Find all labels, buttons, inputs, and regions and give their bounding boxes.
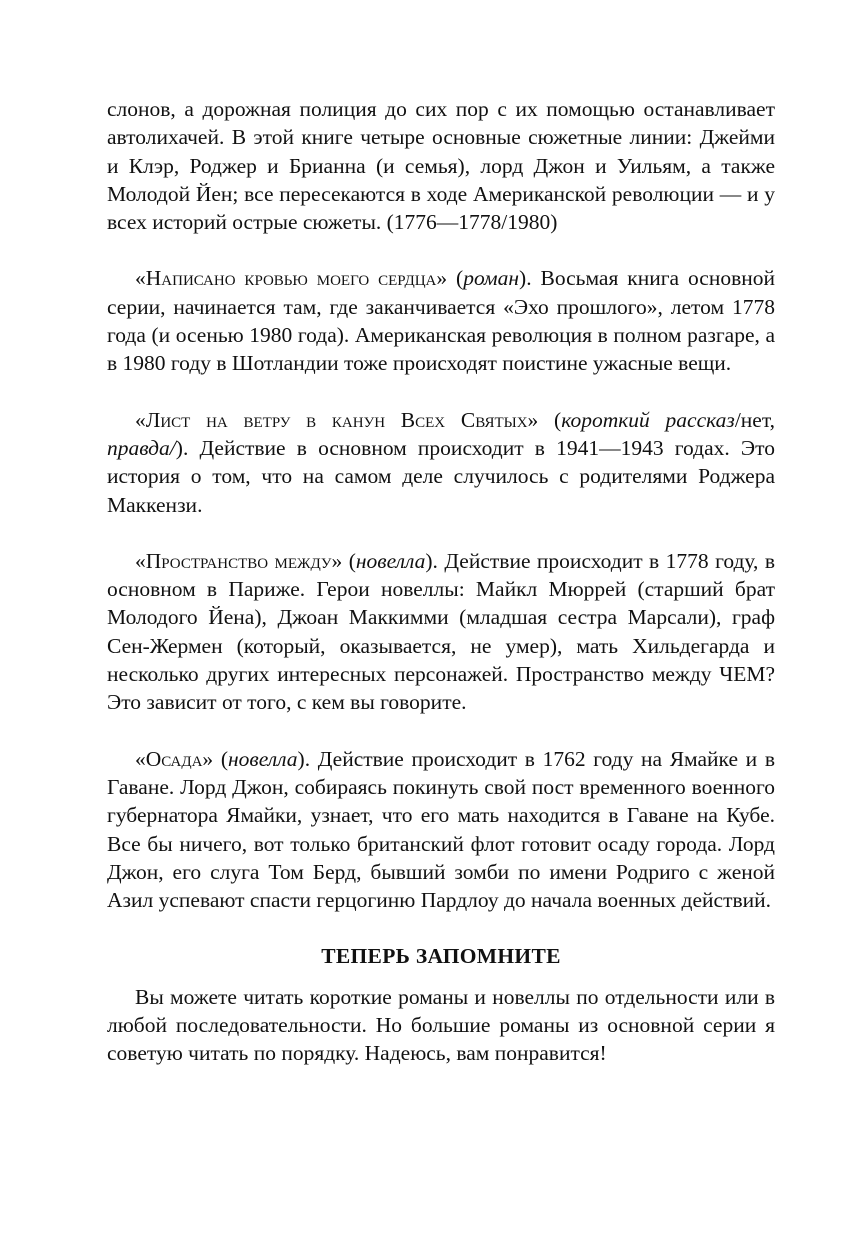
book-type: новелла — [228, 746, 298, 771]
paragraph-continuation — [107, 95, 775, 236]
type-mid: /нет, — [734, 407, 775, 432]
type-close: ). — [175, 435, 200, 460]
paragraph-text: Действие в основном происходит в 1941—1943 годах. Это история о том, что на самом деле случилось с родителями Роджера Маккензи. — [107, 435, 775, 517]
type-open: ( — [447, 266, 464, 291]
book-title: «Пространство между» — [135, 548, 343, 573]
book-type: роман — [463, 266, 520, 291]
section-heading: ТЕПЕРЬ ЗАПОМНИТЕ — [321, 944, 561, 969]
type-close: ). — [519, 266, 541, 291]
book-type-alt: правда/ — [107, 435, 176, 460]
paragraph-besieged — [107, 745, 775, 915]
paragraph-text: слонов, а дорожная полиция до сих пор с их помощью останавливает автолихачей. В этой книге четыре основные сюжетные линии: Джейми и Клэр, Роджер и Брианна (и семья), лорд Джон и Уильям, а также Молодой Йен; все пересекаются в ходе Американской революции — и у всех историй острые сюжеты. (1776—1778/1980) — [107, 97, 775, 235]
paragraph-text: Вы можете читать короткие романы и новеллы по отдельности или в любой последовательности. Но большие романы из основной серии я советую читать по порядку. Надеюсь, вам понравится! — [107, 984, 775, 1066]
type-open: ( — [342, 548, 356, 573]
book-title: «Лист на ветру в канун Всех Святых» — [135, 407, 539, 432]
paragraph-leaf-on-the-wind — [107, 406, 775, 519]
type-open: ( — [213, 746, 228, 771]
paragraph-written-in-my-own-hearts-blood — [107, 264, 775, 377]
book-page — [107, 95, 775, 1068]
book-type: короткий рассказ — [561, 407, 735, 432]
book-title: «Осада» — [135, 746, 214, 771]
type-close: ). — [297, 746, 318, 771]
paragraph-space-between — [107, 547, 775, 717]
paragraph-text: Действие происходит в 1778 году, в основном в Париже. Герои новеллы: Майкл Мюррей (старший брат Молодого Йена), Джоан Маккимми (младшая сестра Марсали), граф Сен-Жермен (который, оказывается, не умер), мать Хильдегарда и несколько других интересных персонажей. Пространство между ЧЕМ? Это зависит от того, с кем вы говорите. — [107, 548, 775, 715]
book-title: «Написано кровью моего сердца» — [135, 266, 448, 291]
type-close: ). — [425, 548, 445, 573]
paragraph-closing — [107, 983, 775, 1068]
paragraph-text: Действие происходит в 1762 году на Ямайке и в Гаване. Лорд Джон, собираясь покинуть свой пост временного военного губернатора Ямайки, узнает, что его мать находится в Гаване на Кубе. Все бы ничего, вот только британский флот готовит осаду города. Лорд Джон, его слуга Том Берд, бывший зомби по имени Родриго с женой Азил успевают спасти герцогиню Пардлоу до начала военных действий. — [107, 746, 775, 913]
book-type: новелла — [355, 548, 426, 573]
type-open: ( — [538, 407, 562, 432]
paragraph-text: Восьмая книга основной серии, начинается там, где заканчивается «Эхо прошлого», летом 1778 года (и осенью 1980 года). Американская революция в полном разгаре, а в 1980 году в Шотландии тоже происходят поистине ужасные вещи. — [107, 266, 775, 376]
